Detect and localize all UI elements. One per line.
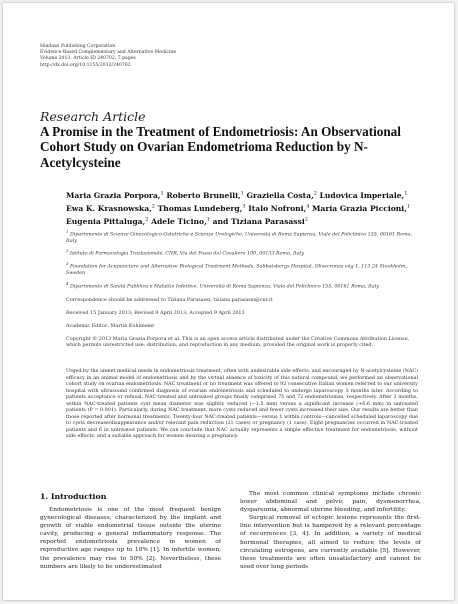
body-paragraph: Surgical removal of ectopic lesions represents the first-line intervention but is hampered by a relevant percentage of recurrences [3, 4]. In addition, a variety of medical hormonal therapies, all aimed to reduce the levels of circulating estrogens, are currently available [5]. However, these treatments are often unsatisfactory and cannot be used over long periods (240, 515, 421, 570)
author: Graziella Costa,$^2$ (246, 190, 317, 200)
copyright-notice: Copyright © 2013 Maria Grazia Porpora et al. This is an open access article distributed under the Creative Commons Attribution License, which permits unrestricted use, distribution, and reproduction in any medium, provided the original work is properly cited. (66, 336, 410, 349)
body-paragraph: Endometriosis is one of the most frequent benign gynecological diseases, characterized by the implant and growth of viable endometrial tissue outside the uterine cavity, producing a general inflammatory response. The reported endometriosis prevalence in women of reproductive age ranges up to 10% [1]. In infertile women, the prevalence may rise to 50% [2]. Nevertheless, these numbers are likely to be underestimated (40, 507, 221, 570)
author: Maria Grazia Porpora,$^1$ (66, 190, 164, 200)
article-page (3, 3, 454, 600)
author: Eugenia Pittaluga,$^2$ (66, 216, 149, 226)
author: Italo Nofroni,$^4$ (248, 203, 310, 213)
doi-link[interactable]: http://dx.doi.org/10.1155/2013/240702 (40, 62, 131, 68)
author-list (66, 188, 411, 227)
article-type: Research Article (40, 109, 146, 124)
affiliation: $^4$ Dipartimento di Sanità Pubblica e Malattie Infettive, Università di Roma Sapienza, Viale del Policlinico 155, 00161 Roma, Italy (66, 280, 379, 290)
author: Adele Ticino,$^1$ (151, 216, 210, 226)
journal-line: Evidence-Based Complementary and Alternative Medicine (40, 50, 177, 56)
publisher-line: Hindawi Publishing Corporation (40, 44, 116, 49)
affiliation: $^2$ Istituto di Farmacologia Traslazionale, CNR, Via del Fosso del Cavaliere 100, 00133 Roma, Italy (66, 248, 304, 257)
article-dates: Received 15 January 2013; Revised 9 April 2013; Accepted 9 April 2013 (66, 310, 245, 316)
affiliation: $^3$ Foundation for Acupuncture and Alternative Biological Treatment Methods, Sabbatsbergs Hospital, Olivecronas väg 1, 113 24 Stockholm, Sweden (66, 261, 407, 277)
author: Ewa K. Krasnowska,$^2$ (66, 203, 155, 213)
affiliation-list (66, 229, 416, 293)
right-column (240, 490, 421, 571)
author: Roberto Brunelli,$^1$ (166, 190, 244, 200)
left-column (40, 506, 221, 571)
publication-info (40, 44, 176, 69)
abstract-text: Urged by the unmet medical needs in endometriosis treatment, often with undesirable side effects, and encouraged by N-acetylcysteine (NAC) efficacy in an animal model of endometriosis and by the virtual absence of toxicity of this natural compound, we performed an observational cohort study on ovarian endometriosis. NAC treatment or no treatment was offered to 92 consecutive Italian women referred to our university hospital with ultrasound confirmed diagnosis of ovarian endometriosis and scheduled to undergo laparoscopy 3 months later. According to patients acceptance or refusal, NAC-treated and untreated groups finally comprised 75 and 72 endometriomas, respectively. After 3 months, within NAC-treated patients cyst mean diameter was slightly reduced (−1.5 mm) versus a significant increase (+6.6 mm) in untreated patients (P = 0.001). Particularly, during NAC treatment, more cysts reduced and fewer cysts increased their size. Our results are better than those reported after hormonal treatments. Twenty-four NAC-treated patients—versus 1 within controls—cancelled scheduled laparoscopy due to cysts decrease/disappearance and/or relevant pain reduction (21 cases) or pregnancy (1 case). Eight pregnancies occurred in NAC-treated patients and 6 in untreated patients. We can conclude that NAC actually represents a simple effective treatment for endometriosis, without side effects, and a suitable approach for women desiring a pregnancy. (66, 368, 418, 440)
author: Ludovica Imperiale,$^1$ (319, 190, 408, 200)
body-paragraph: The most common clinical symptoms include chronic lower abdominal and pelvic pain, dysmenorrhea, dyspareunia, abnormal uterine bleeding, and infertility. (240, 491, 421, 514)
section-heading: 1. Introduction (40, 492, 107, 501)
author: Maria Grazia Piccioni,$^1$ (312, 203, 411, 213)
affiliation: $^1$ Dipartimento di Scienze Ginecologico-Ostetriche e Scienze Urologiche, Università di Roma Sapienza, Viale del Policlinico 155, 00161 Roma, Italy (66, 229, 413, 245)
volume-line: Volume 2013, Article ID 240702, 7 pages (40, 56, 136, 62)
correspondence-note: Correspondence should be addressed to Tiziana Parasassi; tiziana.parasassi@cnr.it (66, 297, 273, 303)
author: and Tiziana Parasassi$^2$ (212, 216, 308, 226)
paper-title: A Promise in the Treatment of Endometriosis: An Observational Cohort Study on Ovarian Endometrioma Reduction by N-Acetylcysteine (40, 124, 401, 170)
author: Thomas Lundeberg,$^3$ (157, 203, 246, 213)
academic-editor: Academic Editor: Martin Kohlmeier (66, 323, 155, 329)
